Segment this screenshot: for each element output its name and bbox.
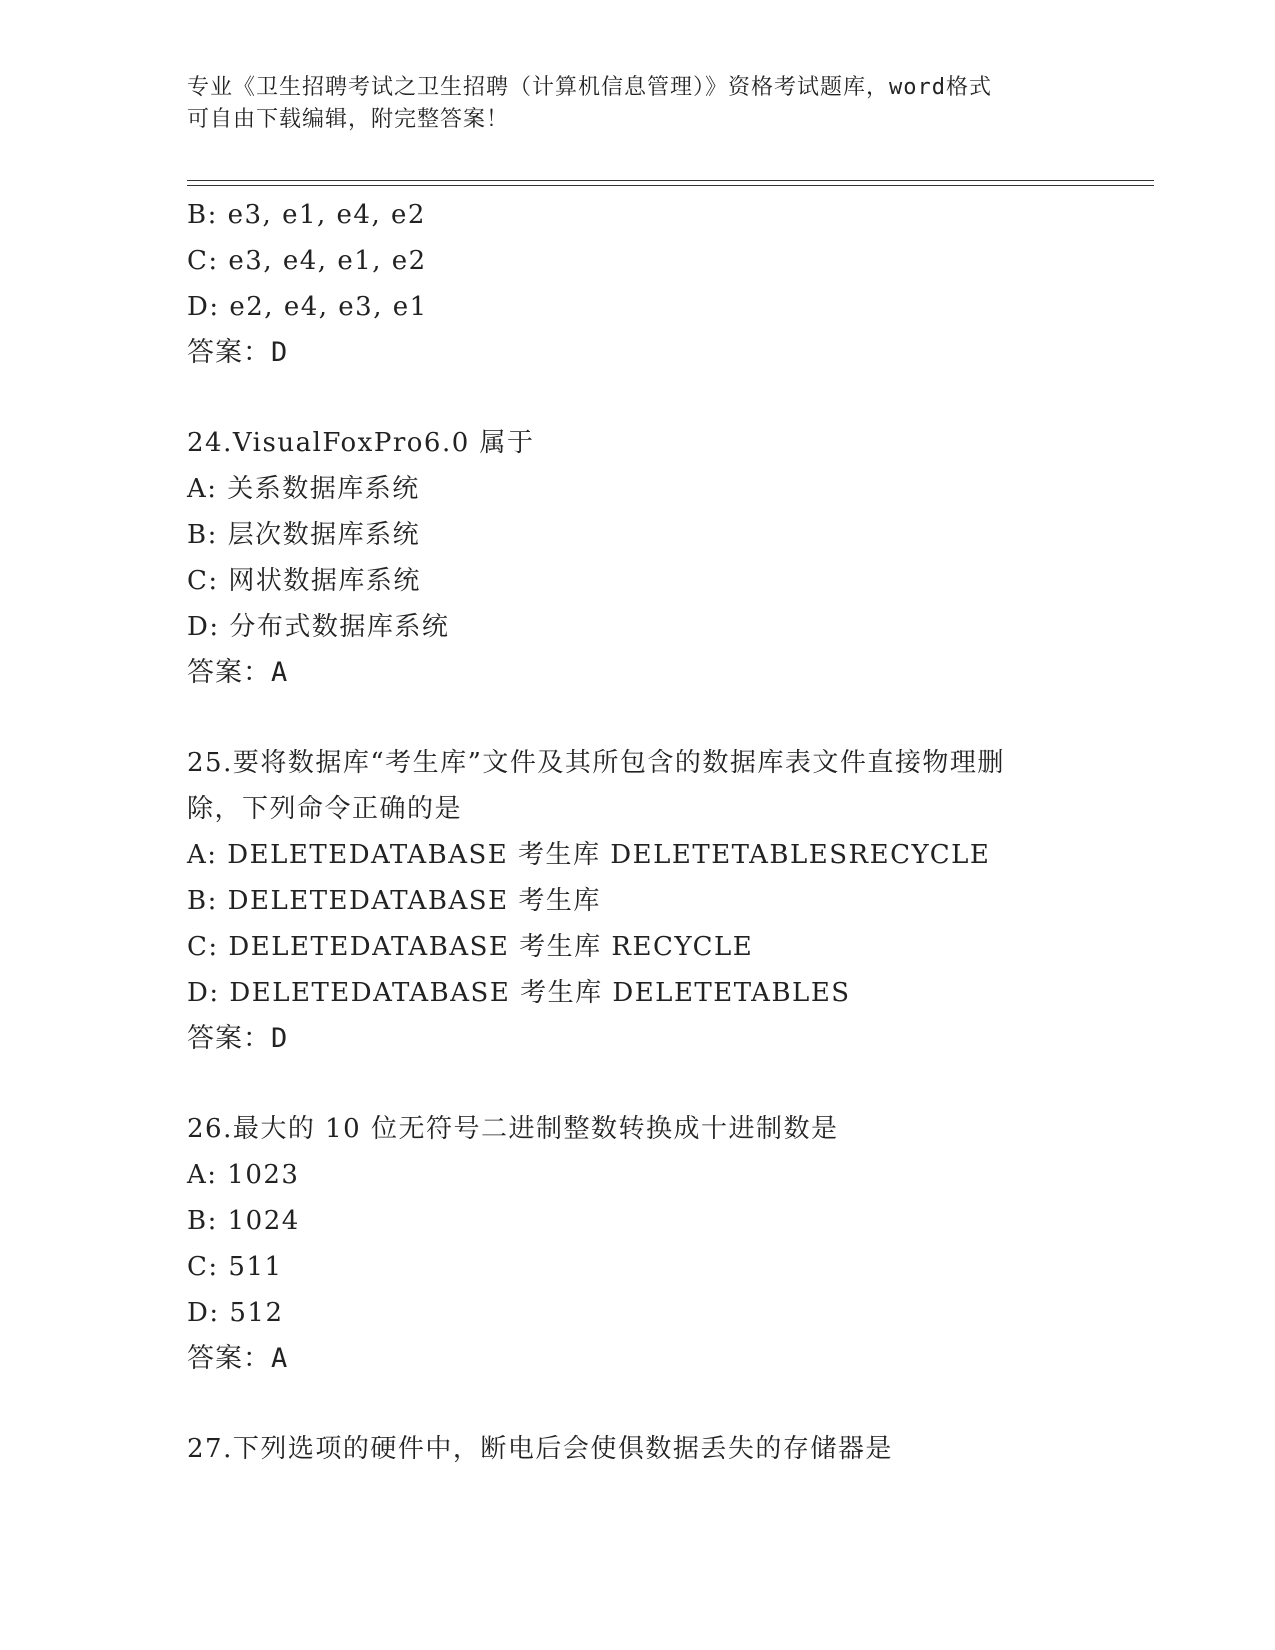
option-c: C: 511 [187,1252,283,1282]
answer-line: 答案：A [187,657,289,688]
option-a: A: 1023 [187,1160,300,1190]
option-b: B: e3, e1, e4, e2 [187,200,426,230]
question-26 [187,1106,1127,1382]
option-a: A: 关系数据库系统 [187,474,420,504]
option-c: C: 网状数据库系统 [187,566,421,596]
header-divider-top [187,180,1154,181]
answer-line: 答案：A [187,1343,289,1374]
question-stem: 27.下列选项的硬件中，断电后会使俱数据丢失的存储器是 [187,1434,893,1464]
header-divider-bottom [187,185,1154,186]
option-b: B: 1024 [187,1206,300,1236]
option-a: A: DELETEDATABASE 考生库 DELETETABLESRECYCLE [187,840,991,870]
answer-line: 答案：D [187,337,289,368]
option-d: D: 分布式数据库系统 [187,612,450,642]
option-b: B: DELETEDATABASE 考生库 [187,886,601,916]
header-line-2: 可自由下载编辑，附完整答案！ [187,107,510,132]
document-header [187,72,1107,136]
question-stem: 24.VisualFoxPro6.0 属于 [187,428,535,458]
header-line-1: 专业《卫生招聘考试之卫生招聘（计算机信息管理）》资格考试题库，word格式 [187,75,992,100]
question-stem: 26.最大的 10 位无符号二进制整数转换成十进制数是 [187,1114,839,1144]
option-d: D: 512 [187,1298,284,1328]
question-23-continuation [187,192,1127,376]
question-stem: 25.要将数据库“考生库”文件及其所包含的数据库表文件直接物理删 [187,748,1005,778]
question-24 [187,420,1127,696]
option-c: C: DELETEDATABASE 考生库 RECYCLE [187,932,754,962]
answer-line: 答案：D [187,1023,289,1054]
option-d: D: DELETEDATABASE 考生库 DELETETABLES [187,978,851,1008]
spacer [187,1062,1127,1106]
question-27 [187,1426,1127,1472]
option-d: D: e2, e4, e3, e1 [187,292,428,322]
question-25 [187,740,1127,1062]
option-b: B: 层次数据库系统 [187,520,421,550]
question-list [187,192,1127,1472]
spacer [187,376,1127,420]
spacer [187,1382,1127,1426]
option-c: C: e3, e4, e1, e2 [187,246,427,276]
question-stem-continued: 除，下列命令正确的是 [187,794,463,824]
spacer [187,696,1127,740]
